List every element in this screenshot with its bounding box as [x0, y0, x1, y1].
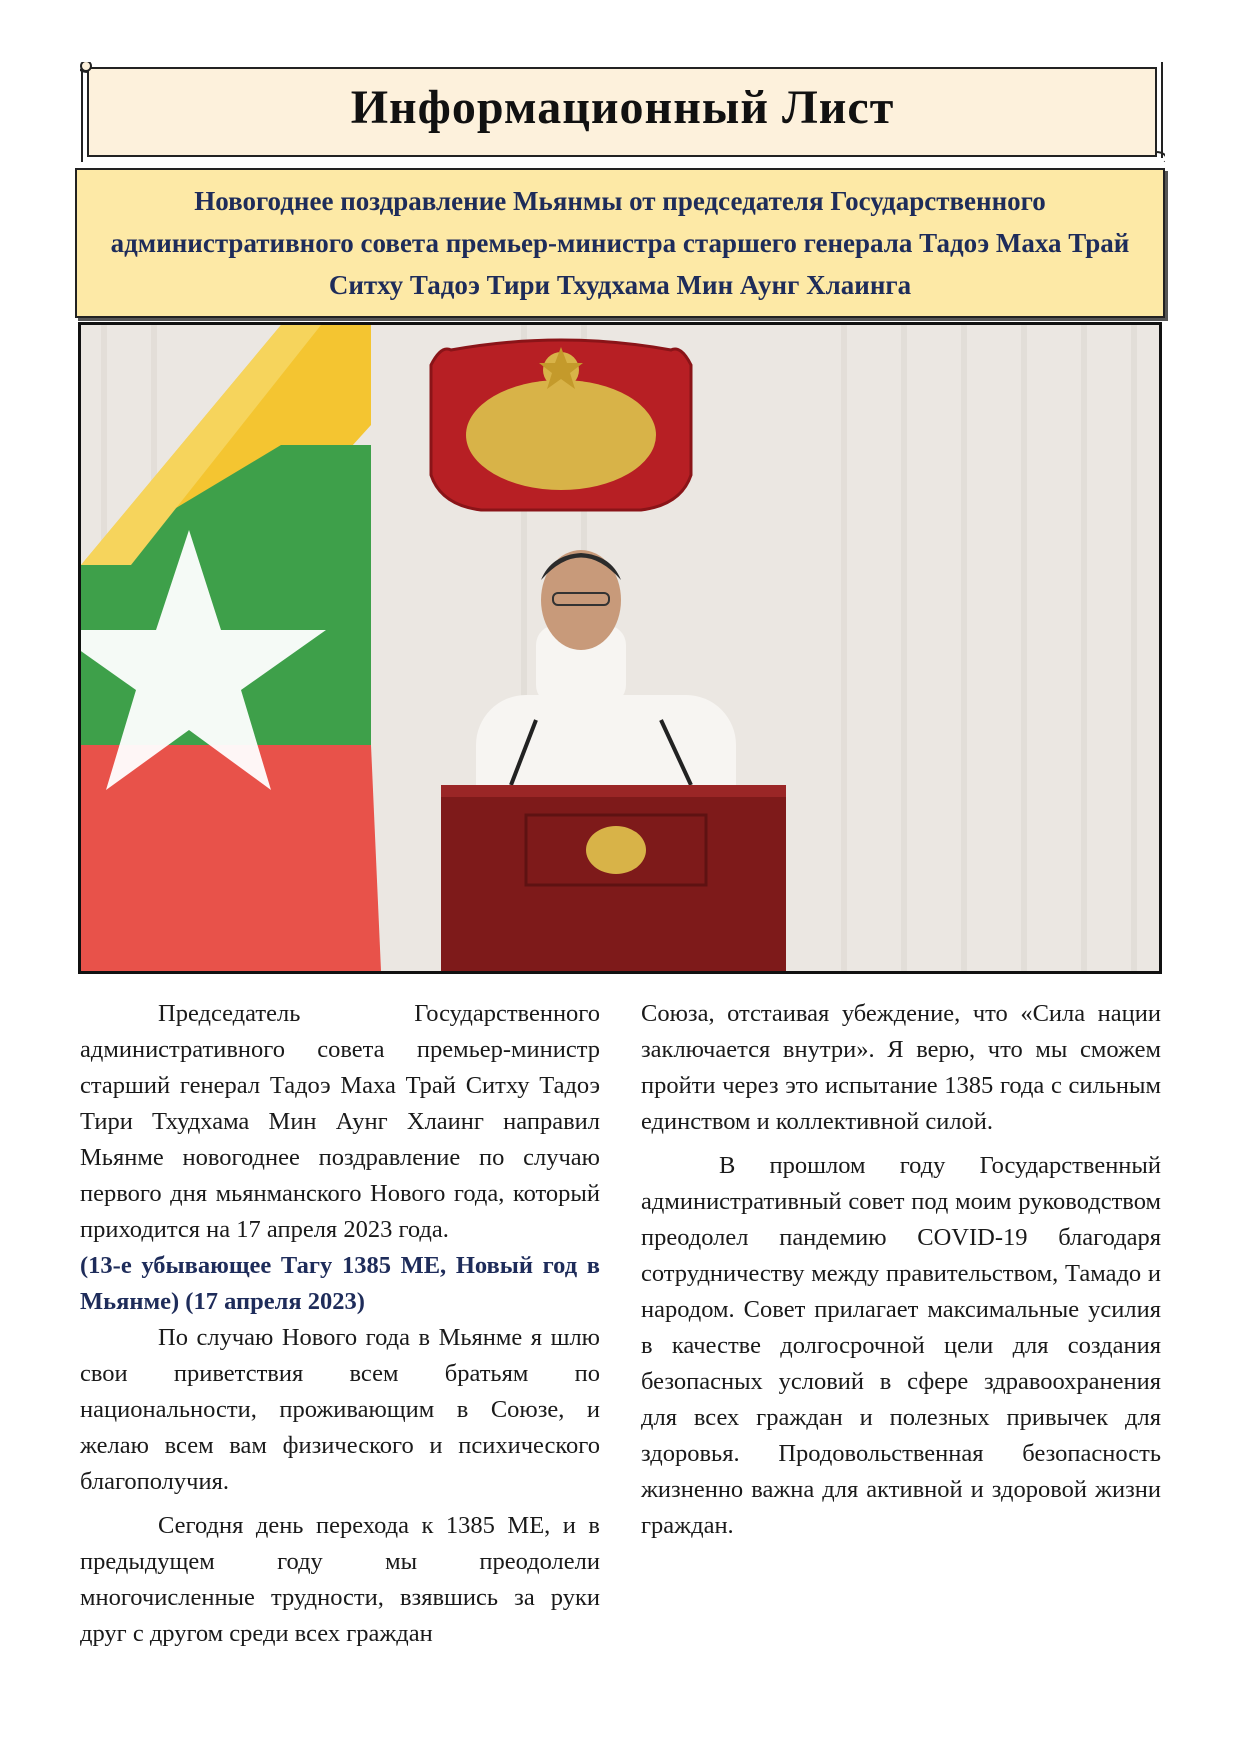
page-title: Информационный Лист: [350, 81, 895, 134]
paragraph: Союза, отстаивая убеждение, что «Сила нации заключается внутри». Я верю, что мы сможем пройти через это испытание 1385 года с сильным единством и коллективной силой.: [641, 1000, 1161, 1135]
article-photo: [78, 322, 1162, 974]
dateline: (13-е убывающее Тагу 1385 МЕ, Новый год в Мьянме) (17 апреля 2023): [80, 1252, 600, 1315]
article-column-left: [80, 996, 600, 1652]
photo-illustration: [81, 325, 1159, 971]
podium: [441, 785, 786, 971]
paragraph: По случаю Нового года в Мьянме я шлю свои приветствия всем братьям по национальности, проживающим в Союзе, и желаю всем вам физического и психического благополучия.: [80, 1324, 600, 1495]
headline: Новогоднее поздравление Мьянмы от председателя Государственного административного совета премьер-министра старшего генерала Тадоэ Маха Трай Ситху Тадоэ Тири Тхудхама Мин Аунг Хлаинга: [110, 186, 1130, 300]
state-emblem-icon: [431, 340, 691, 510]
article-column-right: [641, 996, 1161, 1544]
title-banner: [80, 62, 1165, 162]
paragraph: Сегодня день перехода к 1385 МЕ, и в предыдущем году мы преодолели многочисленные трудности, взявшись за руки друг с другом среди всех граждан: [80, 1512, 600, 1647]
paragraph: Председатель Государственного административного совета премьер-министр старший генерал Тадоэ Маха Трай Ситху Тадоэ Тири Тхудхама Мин Аунг Хлаинг направил Мьянме новогоднее поздравление по случаю первого дня мьянманского Нового года, который приходится на 17 апреля 2023 года.: [80, 1000, 600, 1243]
paragraph: В прошлом году Государственный административный совет под моим руководством преодолел пандемию COVID-19 благодаря сотрудничеству между правительством, Тамадо и народом. Совет прилагает максимальные усилия в качестве долгосрочной цели для создания безопасных условий в сфере здравоохранения для всех граждан и полезных привычек для здоровья. Продовольственная безопасность жизненно важна для активной и здоровой жизни граждан.: [641, 1152, 1161, 1539]
headline-box: [75, 168, 1165, 318]
